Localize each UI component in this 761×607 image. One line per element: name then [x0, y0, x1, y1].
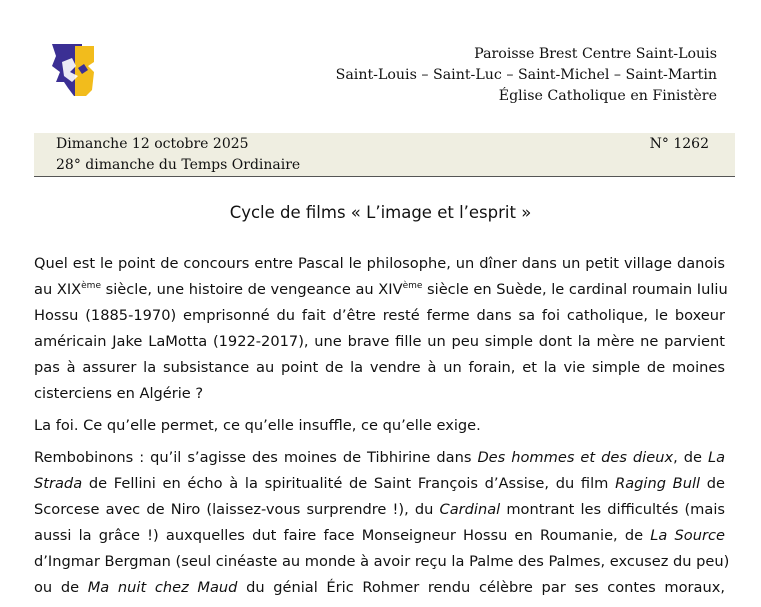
p2-line-1: La foi. Ce qu’elle permet, ce qu’elle insuffle, ce qu’elle exige. — [34, 417, 481, 434]
paragraph-1 — [34, 251, 728, 407]
film-title: Raging Bull — [615, 475, 701, 492]
bulletin-number: N° 1262 — [649, 136, 709, 152]
film-title: Des hommes et des dieux — [477, 449, 674, 466]
p1-line-2: au XIXème siècle, une histoire de vengeance au XIVème siècle en Suède, le cardinal roumain Iuliu — [34, 281, 728, 298]
parish-logo — [48, 42, 98, 98]
p3-line-2: Strada de Fellini en écho à la spiritualité de Saint François d’Assise, du film Raging Bull de — [34, 475, 725, 492]
p3-line-5: d’Ingmar Bergman (seul cinéaste au monde à avoir reçu la Palme des Palmes, excusez du peu) — [34, 553, 730, 570]
p1-line-6: cisterciens en Algérie ? — [34, 385, 204, 402]
p1-line-1: Quel est le point de concours entre Pascal le philosophe, un dîner dans un petit village danois — [34, 255, 725, 272]
bulletin-banner — [34, 133, 735, 177]
liturgical-sunday: 28° dimanche du Temps Ordinaire — [56, 157, 301, 173]
paragraph-2 — [34, 413, 725, 439]
parish-list: Saint-Louis – Saint-Luc – Saint-Michel – Saint-Martin — [335, 67, 717, 83]
parish-header — [336, 44, 717, 107]
film-title: Strada — [34, 475, 83, 492]
p3-line-3: Scorcese avec de Niro (laissez-vous surprendre !), du Cardinal montrant les difficultés (mais — [34, 501, 725, 518]
p3-line-4: aussi la grâce !) auxquelles dut faire face Monseigneur Hossu en Roumanie, de La Source — [34, 527, 725, 544]
film-title: Ma nuit chez Maud — [87, 579, 238, 596]
article-title: Cycle de films « L’image et l’esprit » — [229, 203, 532, 222]
p1-line-5: pas à assurer la subsistance au point de la vendre à un forain, et la vie simple de moines — [34, 359, 725, 376]
p1-line-3: Hossu (1885-1970) emprisonné du fait d’être resté ferme dans sa foi catholique, le boxeur — [34, 307, 725, 324]
p1-line-4: américain Jake LaMotta (1922-2017), une brave fille un peu simple dont la mère ne parvient — [34, 333, 725, 350]
p3-line-1: Rembobinons : qu’il s’agisse des moines de Tibhirine dans Des hommes et des dieux, de La — [34, 449, 726, 466]
film-title: La Source — [650, 527, 725, 544]
film-title: La — [707, 449, 726, 466]
bulletin-date: Dimanche 12 octobre 2025 — [56, 136, 249, 152]
p3-line-6: ou de Ma nuit chez Maud du génial Éric Rohmer rendu célèbre par ses contes moraux, — [34, 579, 725, 596]
church-name: Église Catholique en Finistère — [498, 88, 717, 104]
paragraph-3 — [34, 445, 730, 601]
article-body — [34, 251, 730, 607]
parish-name: Paroisse Brest Centre Saint-Louis — [474, 46, 717, 62]
film-title: Cardinal — [439, 501, 501, 518]
